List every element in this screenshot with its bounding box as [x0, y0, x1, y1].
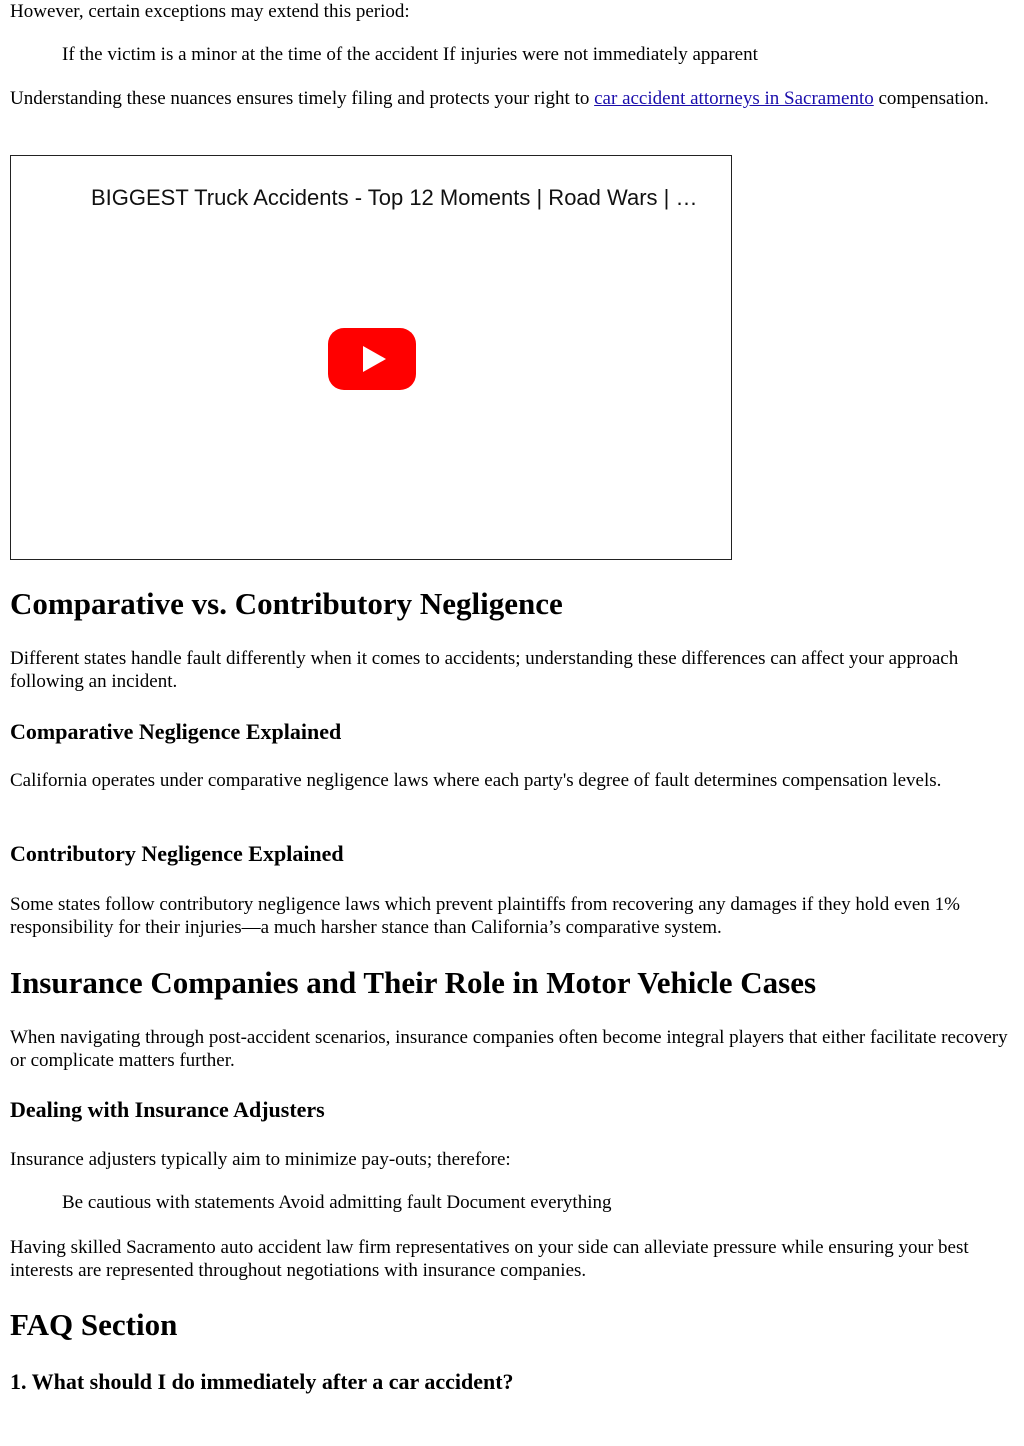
contributory-text: Some states follow contributory negligence laws which prevent plaintiffs from recovering any damages if they hold even 1% responsibility for their injuries—a much harsher stance than California’s comparative system. — [10, 894, 960, 938]
understanding-text-end: compensation. — [873, 88, 989, 109]
attorneys-link[interactable]: car accident attorneys in Sacramento — [594, 88, 874, 109]
comparative-text: California operates under comparative negligence laws where each party's degree of fault determines compensation levels. — [10, 770, 942, 791]
youtube-play-icon[interactable] — [328, 328, 416, 390]
adjuster-tips-list: Be cautious with statements Avoid admitting fault Document everything — [62, 1192, 612, 1213]
heading-insurance: Insurance Companies and Their Role in Motor Vehicle Cases — [10, 965, 817, 1000]
heading-faq: FAQ Section — [10, 1307, 178, 1342]
insurance-closing: Having skilled Sacramento auto accident law firm representatives on your side can alleviate pressure while ensuring your best interests are represented throughout negotiations with insurance companies. — [10, 1237, 969, 1281]
video-title[interactable]: BIGGEST Truck Accidents - Top 12 Moments | Road Wars | … — [91, 185, 698, 210]
heading-comparative-negligence: Comparative Negligence Explained — [10, 719, 342, 744]
negligence-intro: Different states handle fault differently when it comes to accidents; understanding these differences can affect your approach following an incident. — [10, 648, 959, 692]
insurance-intro: When navigating through post-accident scenarios, insurance companies often become integral players that either facilitate recovery or complicate matters further. — [10, 1027, 1008, 1071]
heading-insurance-adjusters: Dealing with Insurance Adjusters — [10, 1097, 325, 1122]
youtube-video-embed[interactable] — [10, 155, 732, 560]
heading-negligence: Comparative vs. Contributory Negligence — [10, 586, 563, 621]
exceptions-list: If the victim is a minor at the time of the accident If injuries were not immediately apparent — [62, 44, 758, 65]
intro-paragraph: However, certain exceptions may extend this period: — [10, 1, 410, 22]
heading-contributory-negligence: Contributory Negligence Explained — [10, 841, 344, 866]
faq-question-1: 1. What should I do immediately after a car accident? — [10, 1369, 514, 1394]
adjusters-text: Insurance adjusters typically aim to minimize pay-outs; therefore: — [10, 1149, 511, 1170]
understanding-paragraph — [10, 87, 1010, 110]
understanding-text: Understanding these nuances ensures timely filing and protects your right to — [10, 88, 595, 109]
